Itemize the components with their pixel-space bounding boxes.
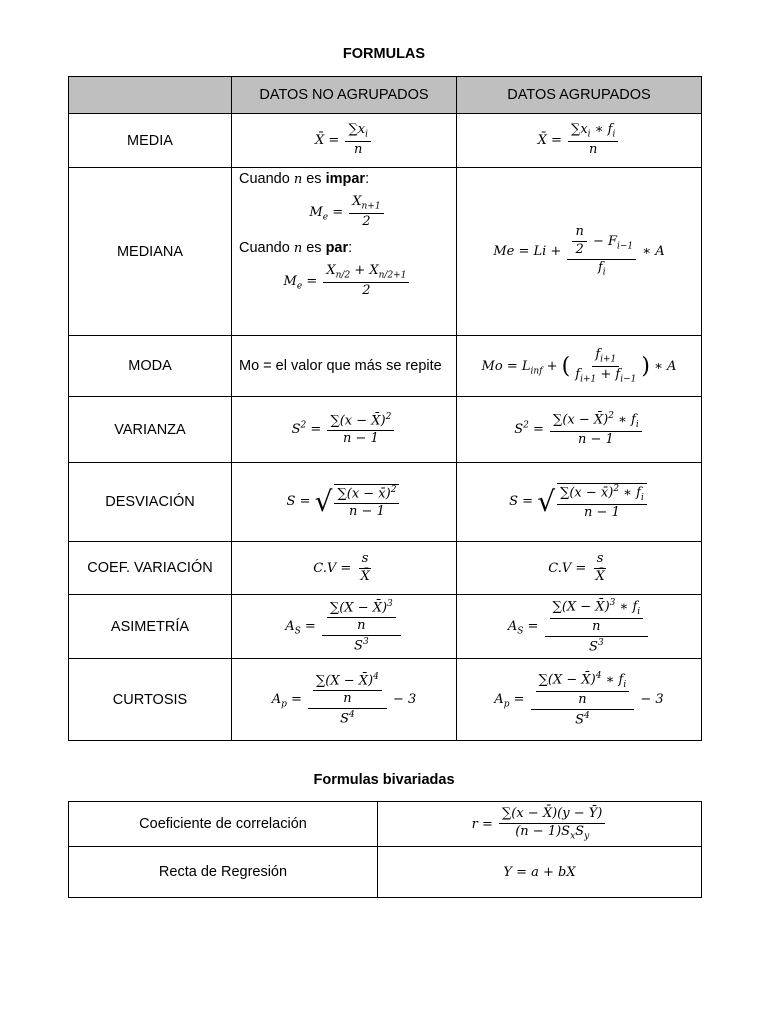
formula-curtosis-grouped: $A_p$ = $\frac{\frac{\sum(X - X̄)^4 ∗ f_i}{n}}{S^4}$ − 3 bbox=[457, 659, 702, 741]
formula-moda-grouped: $Mo = L_{inf}$ + ( $\frac{f_{i+1}}{f_{i+1} + f_{i-1}}$ ) ∗ A bbox=[457, 336, 702, 397]
mediana-even-text: Cuando n es par: bbox=[239, 239, 353, 256]
label-varianza: VARIANZA bbox=[69, 397, 232, 463]
formula-media-ungrouped: X̄ = $\frac{\sum x_i}{n}$ bbox=[232, 114, 457, 168]
label-asimetria: ASIMETRÍA bbox=[69, 595, 232, 659]
row-media bbox=[69, 114, 702, 168]
header-row bbox=[69, 77, 702, 114]
page-title: FORMULAS bbox=[342, 46, 426, 62]
header-grouped: DATOS AGRUPADOS bbox=[457, 77, 702, 114]
formula-mediana-ungrouped bbox=[232, 168, 457, 336]
mediana-odd-formula: $M_e$ = $\frac{X_{n+1}}{2}$ bbox=[239, 195, 456, 230]
formula-desviacion-ungrouped: S = √ $\frac{\sum(x - x̄)^2}{n - 1}$ bbox=[232, 463, 457, 542]
formula-asimetria-ungrouped: $A_S$ = $\frac{\frac{\sum(X - X̄)^3}{n}}{S^3}$ bbox=[232, 595, 457, 659]
row-varianza bbox=[69, 397, 702, 463]
label-curtosis: CURTOSIS bbox=[69, 659, 232, 741]
label-coef-variacion: COEF. VARIACIÓN bbox=[69, 542, 232, 595]
formula-varianza-ungrouped: $S^2$ = $\frac{\sum(x - X̄)^2}{n - 1}$ bbox=[232, 397, 457, 463]
formula-varianza-grouped: $S^2$ = $\frac{\sum(x - X̄)^2 ∗ f_i}{n - 1}$ bbox=[457, 397, 702, 463]
row-desviacion bbox=[69, 463, 702, 542]
formula-mediana-grouped: Me = Li + $\frac{n}{2}$ − $F_{i-1}$ $f_i$ ∗ A bbox=[457, 168, 702, 336]
label-desviacion: DESVIACIÓN bbox=[69, 463, 232, 542]
formula-desviacion-grouped: S = √ $\frac{\sum(x - x̄)^2 ∗ f_i}{n - 1}$ bbox=[457, 463, 702, 542]
formula-coef-ungrouped: C.V = $\frac{s}{X̄}$ bbox=[232, 542, 457, 595]
formula-media-grouped: X̄ = $\frac{\sum x_i ∗ f_i}{n}$ bbox=[457, 114, 702, 168]
row-correlacion bbox=[69, 802, 702, 847]
formula-curtosis-ungrouped: $A_p$ = $\frac{\frac{\sum(X - X̄)^4}{n}}{S^4}$ − 3 bbox=[232, 659, 457, 741]
row-curtosis bbox=[69, 659, 702, 741]
bivariate-table bbox=[68, 801, 702, 898]
label-moda: MODA bbox=[69, 336, 232, 397]
row-mediana bbox=[69, 168, 702, 336]
formulas-table bbox=[68, 76, 702, 741]
label-mediana: MEDIANA bbox=[69, 168, 232, 336]
mediana-odd-text: Cuando n es impar: bbox=[239, 171, 370, 187]
formula-regresion: Y = a + bX bbox=[378, 847, 702, 898]
formula-asimetria-grouped: $A_S$ = $\frac{\frac{\sum(X - X̄)^3 ∗ f_i}{n}}{S^3}$ bbox=[457, 595, 702, 659]
label-media: MEDIA bbox=[69, 114, 232, 168]
label-correlacion: Coeficiente de correlación bbox=[69, 802, 378, 847]
row-coef-variacion bbox=[69, 542, 702, 595]
row-asimetria bbox=[69, 595, 702, 659]
bivariate-title: Formulas bivariadas bbox=[313, 772, 455, 788]
formula-coef-grouped: C.V = $\frac{s}{X̄}$ bbox=[457, 542, 702, 595]
header-ungrouped: DATOS NO AGRUPADOS bbox=[232, 77, 457, 114]
formula-correlacion: r = $\frac{\sum(x - X̄)(y - Ȳ)}{(n - 1)S_xS_y}$ bbox=[378, 802, 702, 847]
header-blank bbox=[69, 77, 232, 114]
row-moda bbox=[69, 336, 702, 397]
row-regresion bbox=[69, 847, 702, 898]
formula-moda-ungrouped: Mo = el valor que más se repite bbox=[232, 336, 457, 397]
label-regresion: Recta de Regresión bbox=[69, 847, 378, 898]
mediana-even-formula: $M_e$ = $\frac{X_{n/2} + X_{n/2+1}}{2}$ bbox=[239, 264, 456, 299]
